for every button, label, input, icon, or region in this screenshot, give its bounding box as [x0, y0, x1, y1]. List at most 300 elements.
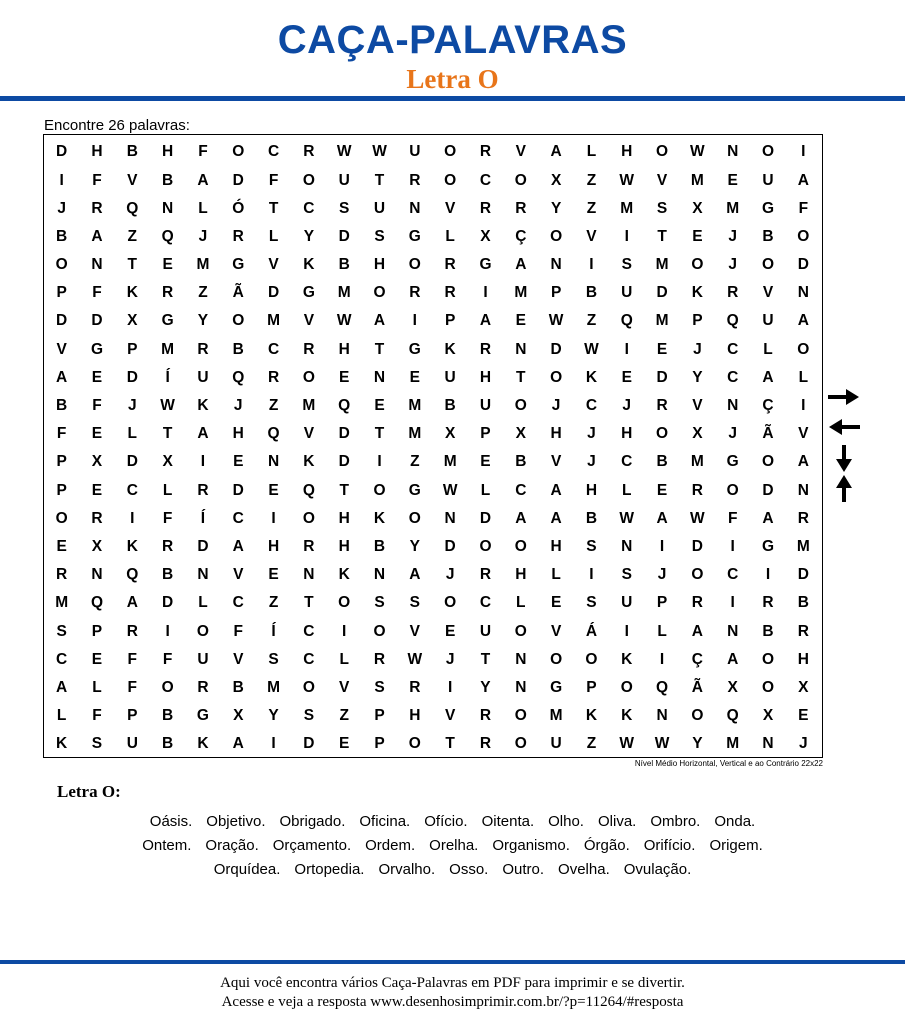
grid-cell: L — [56, 707, 67, 725]
grid-cell: N — [762, 735, 774, 753]
grid-cell: R — [303, 340, 315, 358]
grid-cell: Y — [692, 735, 703, 753]
grid-cell: R — [91, 199, 103, 217]
footer-divider — [0, 960, 905, 964]
grid-cell: L — [763, 340, 773, 358]
grid-cell: B — [162, 566, 174, 584]
grid-cell: I — [730, 537, 735, 555]
grid-cell: R — [479, 735, 492, 753]
grid-cell: M — [337, 284, 351, 302]
word-item: Orelha. — [429, 837, 479, 854]
grid-cell: H — [479, 368, 492, 386]
grid-cell: W — [654, 735, 670, 753]
grid-cell: H — [338, 509, 350, 527]
grid-cell: U — [197, 650, 209, 668]
grid-cell: V — [762, 284, 774, 302]
grid-cell: V — [56, 340, 67, 358]
grid-cell: E — [444, 622, 456, 640]
grid-cell: R — [691, 481, 703, 499]
grid-cell: O — [550, 227, 563, 245]
grid-cell: W — [690, 143, 705, 161]
grid-cell: V — [233, 566, 244, 584]
grid-cell: R — [797, 622, 809, 640]
grid-cell: N — [727, 143, 739, 161]
header-divider — [0, 96, 905, 101]
grid-cell: C — [727, 340, 739, 358]
grid-cell: A — [56, 368, 68, 386]
grid-cell: G — [196, 707, 209, 725]
grid-cell: K — [585, 707, 598, 725]
grid-cell: Ã — [762, 425, 774, 443]
grid-cell: D — [232, 171, 244, 189]
grid-cell: R — [197, 678, 209, 696]
grid-cell: O — [761, 453, 775, 471]
word-list-line — [40, 834, 865, 858]
word-item: Orvalho. — [378, 861, 436, 878]
grid-cell: Y — [550, 199, 562, 217]
grid-cell: Z — [586, 735, 597, 753]
grid-cell: G — [408, 481, 421, 499]
grid-cell: V — [409, 622, 420, 640]
grid-cell: K — [621, 707, 633, 725]
grid-cell: D — [162, 594, 174, 612]
grid-cell: I — [801, 397, 806, 415]
grid-cell: D — [479, 509, 492, 527]
grid-cell: Z — [586, 312, 597, 330]
grid-cell: I — [59, 171, 64, 189]
grid-cell: N — [515, 650, 527, 668]
grid-cell: K — [621, 650, 633, 668]
grid-cell: T — [339, 481, 349, 499]
grid-cell: K — [303, 453, 315, 471]
grid-cell: D — [656, 368, 668, 386]
grid-cell: L — [268, 227, 279, 245]
word-item: Ortopedia. — [294, 861, 365, 878]
grid-cell: B — [797, 594, 809, 612]
grid-cell: K — [338, 566, 350, 584]
grid-cell: E — [621, 368, 632, 386]
word-item: Oliva. — [597, 813, 637, 830]
grid-cell: Y — [480, 678, 491, 696]
grid-cell: A — [479, 312, 492, 330]
grid-cell: R — [162, 537, 174, 555]
grid-cell: M — [796, 537, 810, 555]
grid-cell: E — [550, 594, 562, 612]
grid-cell: H — [550, 425, 562, 443]
instruction-text: Encontre 26 palavras: — [44, 117, 190, 134]
grid-cell: A — [232, 537, 244, 555]
grid-cell: Y — [268, 707, 279, 725]
word-item: Ombro. — [650, 813, 701, 830]
grid-cell: L — [480, 481, 491, 499]
grid-cell: O — [444, 143, 457, 161]
grid-cell: S — [56, 622, 67, 640]
grid-cell: C — [303, 199, 315, 217]
grid-cell: R — [515, 199, 527, 217]
grid-cell: N — [91, 566, 103, 584]
grid-cell: D — [232, 481, 244, 499]
grid-cell: S — [91, 735, 103, 753]
grid-cell: F — [127, 650, 138, 668]
grid-cell: D — [267, 284, 280, 302]
grid-cell: D — [303, 735, 315, 753]
grid-cell: C — [303, 622, 315, 640]
grid-cell: Y — [197, 312, 209, 330]
grid-cell: H — [232, 425, 244, 443]
grid-cell: M — [690, 171, 704, 189]
grid-cell: S — [374, 678, 385, 696]
grid-cell: R — [656, 397, 668, 415]
grid-cell: R — [303, 143, 315, 161]
grid-cell: E — [480, 453, 491, 471]
grid-cell: I — [624, 340, 629, 358]
grid-cell: S — [268, 650, 279, 668]
grid-cell: N — [550, 256, 562, 274]
grid-cell: R — [479, 199, 492, 217]
word-search-grid-box — [43, 134, 823, 758]
grid-cell: N — [197, 566, 209, 584]
footer-link-line[interactable]: Acesse e veja a resposta www.desenhosimprimir.com.br/?p=11264/#resposta — [221, 994, 684, 1010]
grid-cell: E — [727, 171, 738, 189]
grid-cell: Q — [161, 227, 174, 245]
grid-cell: K — [585, 368, 598, 386]
grid-cell: A — [550, 143, 562, 161]
grid-cell: V — [656, 171, 668, 189]
grid-cell: H — [162, 143, 174, 161]
page-subtitle: Letra O — [406, 64, 499, 94]
grid-cell: L — [198, 199, 208, 217]
grid-cell: P — [374, 707, 385, 725]
grid-cell: A — [550, 509, 562, 527]
grid-cell: E — [56, 537, 67, 555]
grid-cell: K — [691, 284, 703, 302]
grid-cell: I — [412, 312, 417, 330]
grid-cell: O — [302, 678, 315, 696]
grid-cell: A — [656, 509, 668, 527]
grid-cell: T — [127, 256, 138, 274]
grid-cell: U — [338, 171, 350, 189]
grid-cell: C — [232, 594, 244, 612]
grid-cell: D — [762, 481, 774, 499]
grid-cell: V — [127, 171, 138, 189]
grid-cell: Ç — [691, 650, 703, 668]
grid-cell: K — [197, 735, 209, 753]
grid-cell: H — [621, 143, 633, 161]
grid-cell: O — [514, 735, 527, 753]
word-item: Obrigado. — [279, 813, 346, 830]
grid-cell: B — [373, 537, 386, 555]
grid-cell: T — [657, 227, 667, 245]
grid-cell: D — [338, 425, 350, 443]
grid-cell: Ç — [515, 227, 527, 245]
word-item: Ovelha. — [558, 861, 610, 878]
grid-cell: D — [126, 368, 138, 386]
grid-cell: F — [92, 397, 102, 415]
grid-cell: N — [267, 453, 280, 471]
grid-cell: Q — [338, 397, 351, 415]
grid-cell: T — [374, 171, 385, 189]
grid-cell: B — [585, 509, 598, 527]
grid-cell: T — [304, 594, 314, 612]
grid-cell: E — [515, 312, 526, 330]
grid-cell: N — [162, 199, 174, 217]
grid-cell: O — [514, 707, 527, 725]
grid-cell: Á — [585, 622, 598, 640]
grid-cell: Q — [302, 481, 315, 499]
grid-cell: M — [408, 397, 422, 415]
grid-cell: O — [444, 594, 457, 612]
grid-cell: I — [483, 284, 488, 302]
grid-cell: X — [91, 537, 103, 555]
grid-cell: C — [479, 594, 492, 612]
footer-line: Aqui você encontra vários Caça-Palavras em PDF para imprimir e se divertir. — [220, 975, 685, 991]
footer — [0, 974, 905, 1012]
grid-cell: D — [56, 312, 68, 330]
grid-cell: I — [624, 227, 629, 245]
grid-cell: A — [515, 256, 527, 274]
grid-cell: I — [659, 650, 665, 668]
word-item: Oração. — [205, 837, 259, 854]
grid-cell: U — [762, 312, 774, 330]
arrow-down-icon — [826, 445, 862, 473]
grid-cell: E — [91, 368, 103, 386]
grid-cell: J — [622, 397, 632, 415]
grid-cell: H — [409, 707, 421, 725]
grid-cell: B — [162, 707, 174, 725]
grid-cell: O — [161, 678, 174, 696]
grid-cell: O — [550, 650, 563, 668]
grid-cell: O — [55, 256, 68, 274]
grid-cell: W — [372, 143, 387, 161]
arrow-left-icon — [826, 418, 862, 436]
grid-cell: L — [92, 678, 102, 696]
grid-cell: V — [515, 143, 526, 161]
grid-cell: O — [232, 143, 245, 161]
grid-cell: O — [620, 678, 633, 696]
grid-cell: D — [126, 453, 138, 471]
grid-cell: F — [798, 199, 809, 217]
grid-cell: N — [656, 707, 668, 725]
grid-cell: O — [585, 650, 598, 668]
grid-cell: Q — [90, 594, 103, 612]
grid-cell: G — [302, 284, 315, 302]
grid-cell: Í — [165, 368, 170, 386]
page-title: CAÇA-PALAVRAS — [277, 18, 628, 62]
grid-cell: A — [550, 481, 562, 499]
grid-cell: A — [56, 678, 68, 696]
grid-cell: B — [232, 678, 244, 696]
grid-cell: K — [56, 735, 68, 753]
grid-cell: V — [303, 312, 315, 330]
grid-cell: V — [550, 622, 562, 640]
grid-cell: M — [514, 284, 528, 302]
grid-cell: P — [586, 678, 597, 696]
grid-cell: L — [622, 481, 632, 499]
grid-cell: Z — [127, 227, 138, 245]
grid-cell: E — [233, 453, 244, 471]
grid-cell: R — [691, 594, 703, 612]
grid-cell: H — [338, 537, 350, 555]
grid-cell: I — [200, 453, 206, 471]
grid-cell: G — [408, 227, 421, 245]
grid-cell: L — [516, 594, 526, 612]
grid-cell: N — [515, 678, 527, 696]
grid-cell: S — [374, 227, 385, 245]
grid-cell: K — [373, 509, 386, 527]
grid-cell: H — [515, 566, 527, 584]
grid-cell: C — [727, 566, 739, 584]
grid-cell: Q — [656, 678, 669, 696]
level-note: Nível Médio Horizontal, Vertical e ao Contrário 22x22 — [634, 759, 823, 768]
grid-cell: E — [268, 481, 279, 499]
grid-cell: F — [198, 143, 208, 161]
grid-cell: F — [162, 509, 173, 527]
grid-cell: O — [338, 594, 351, 612]
grid-cell: R — [373, 650, 386, 668]
grid-cell: P — [56, 481, 67, 499]
grid-cell: V — [692, 397, 703, 415]
grid-cell: O — [408, 256, 421, 274]
grid-cell: O — [691, 256, 704, 274]
grid-cell: U — [126, 735, 138, 753]
grid-cell: R — [797, 509, 809, 527]
grid-cell: S — [586, 537, 597, 555]
grid-cell: D — [338, 453, 350, 471]
grid-cell: K — [126, 284, 138, 302]
grid-cell: H — [267, 537, 280, 555]
grid-cell: I — [801, 143, 806, 161]
grid-cell: F — [92, 284, 102, 302]
grid-cell: I — [271, 735, 276, 753]
grid-cell: E — [656, 340, 668, 358]
grid-cell: S — [656, 199, 668, 217]
grid-cell: M — [655, 312, 669, 330]
arrow-up-icon — [826, 474, 862, 502]
grid-cell: J — [127, 397, 137, 415]
grid-cell: D — [91, 312, 103, 330]
grid-cell: O — [761, 650, 775, 668]
grid-cell: B — [162, 171, 174, 189]
grid-cell: N — [797, 284, 809, 302]
grid-cell: C — [232, 509, 244, 527]
grid-cell: O — [373, 284, 386, 302]
grid-cell: O — [691, 566, 704, 584]
grid-cell: X — [127, 312, 138, 330]
grid-cell: K — [303, 256, 315, 274]
grid-cell: T — [268, 199, 279, 217]
grid-cell: B — [232, 340, 244, 358]
grid-cell: H — [585, 481, 598, 499]
grid-cell: L — [445, 227, 455, 245]
grid-cell: O — [691, 707, 704, 725]
grid-cell: N — [303, 566, 315, 584]
grid-cell: X — [480, 227, 491, 245]
grid-cell: W — [548, 312, 564, 330]
grid-cell: O — [761, 143, 775, 161]
grid-cell: L — [657, 622, 667, 640]
grid-cell: Ó — [232, 199, 245, 217]
arrow-right-icon — [826, 388, 862, 406]
grid-cell: J — [693, 340, 702, 358]
word-item: Organismo. — [492, 837, 570, 854]
grid-cell: K — [126, 537, 138, 555]
grid-cell: A — [515, 509, 527, 527]
grid-cell: Z — [268, 594, 279, 612]
grid-cell: N — [727, 397, 739, 415]
grid-cell: X — [515, 425, 526, 443]
grid-cell: P — [444, 312, 456, 330]
grid-cell: O — [761, 256, 775, 274]
grid-cell: O — [479, 537, 492, 555]
grid-cell: F — [162, 650, 173, 668]
grid-cell: D — [197, 537, 209, 555]
grid-cell: E — [268, 566, 279, 584]
grid-cell: U — [621, 594, 633, 612]
grid-cell: I — [730, 594, 735, 612]
grid-cell: R — [303, 537, 315, 555]
grid-cell: M — [196, 256, 210, 274]
grid-cell: B — [585, 284, 598, 302]
grid-cell: R — [267, 368, 280, 386]
grid-cell: H — [797, 650, 809, 668]
grid-cell: O — [656, 143, 669, 161]
grid-cell: A — [797, 453, 809, 471]
grid-cell: E — [91, 481, 103, 499]
grid-cell: P — [656, 594, 668, 612]
grid-cell: O — [797, 227, 810, 245]
grid-cell: I — [589, 566, 594, 584]
grid-cell: D — [444, 537, 456, 555]
grid-cell: W — [336, 312, 352, 330]
grid-cell: B — [56, 397, 68, 415]
grid-cell: R — [162, 284, 174, 302]
grid-cell: G — [479, 256, 492, 274]
grid-cell: L — [162, 481, 173, 499]
grid-cell: U — [197, 368, 209, 386]
word-list-line — [40, 858, 865, 882]
grid-cell: W — [160, 397, 175, 415]
word-item: Onda. — [714, 813, 756, 830]
grid-cell: N — [444, 509, 456, 527]
grid-cell: A — [797, 312, 809, 330]
grid-cell: Ç — [762, 397, 774, 415]
grid-cell: U — [444, 368, 456, 386]
grid-cell: I — [377, 453, 382, 471]
grid-cell: M — [267, 678, 281, 696]
grid-cell: O — [302, 171, 315, 189]
grid-cell: M — [549, 707, 563, 725]
grid-cell: B — [162, 735, 174, 753]
grid-cell: C — [621, 453, 633, 471]
grid-cell: C — [56, 650, 68, 668]
word-item: Olho. — [548, 813, 584, 830]
grid-cell: Y — [692, 368, 703, 386]
grid-cell: I — [271, 509, 276, 527]
grid-cell: Q — [726, 312, 739, 330]
word-item: Orquídea. — [213, 861, 281, 878]
grid-cell: H — [91, 143, 103, 161]
grid-cell: U — [762, 171, 774, 189]
grid-cell: B — [656, 453, 668, 471]
grid-cell: V — [444, 707, 456, 725]
grid-cell: C — [303, 650, 315, 668]
word-item: Oficina. — [359, 813, 411, 830]
grid-cell: M — [726, 735, 740, 753]
grid-cell: O — [550, 368, 563, 386]
grid-cell: A — [91, 227, 103, 245]
grid-cell: R — [444, 284, 456, 302]
grid-cell: P — [56, 284, 67, 302]
